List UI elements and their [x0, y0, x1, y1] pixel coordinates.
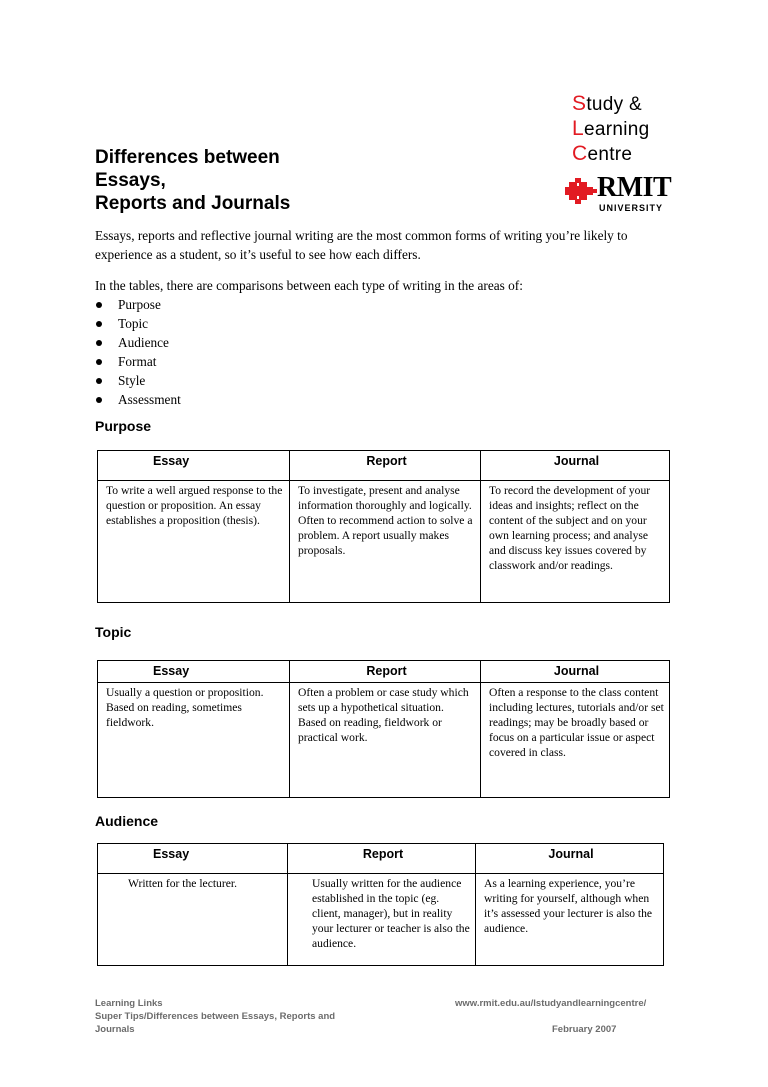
rmit-university: UNIVERSITY — [599, 203, 664, 213]
table-header-row — [98, 451, 670, 481]
audience-table — [97, 843, 664, 966]
logo-line-centre: Centre — [572, 142, 633, 165]
topic-report-cell: Often a problem or case study which sets up a hypothetical situation. Based on reading, fieldwork or practical work. — [290, 683, 481, 798]
audience-journal-cell: As a learning experience, you’re writing for yourself, although when it’s assessed your lecturer is also the audience. — [476, 874, 664, 966]
col-header-report: Report — [290, 661, 481, 683]
col-header-journal: Journal — [481, 451, 670, 481]
list-item: Assessment — [95, 390, 181, 409]
bullet-icon — [96, 378, 102, 384]
footer-url[interactable]: www.rmit.edu.au/lstudyandlearningcentre/ — [455, 998, 647, 1009]
footer-left — [95, 997, 395, 1036]
audience-heading: Audience — [95, 813, 159, 829]
purpose-report-cell: To investigate, present and analyse information thoroughly and logically. Often to recommend action to solve a problem. A report usually makes proposals. — [290, 481, 481, 603]
col-header-essay: Essay — [98, 451, 290, 481]
list-item: Audience — [95, 333, 181, 352]
col-header-journal: Journal — [481, 661, 670, 683]
list-item: Style — [95, 371, 181, 390]
bullet-icon — [96, 302, 102, 308]
rmit-pixel-icon — [565, 178, 597, 204]
col-header-report: Report — [288, 844, 476, 874]
bullet-icon — [96, 359, 102, 365]
purpose-heading: Purpose — [95, 418, 152, 434]
topic-essay-cell: Usually a question or proposition. Based on reading, sometimes fieldwork. — [98, 683, 290, 798]
bullet-icon — [96, 321, 102, 327]
audience-essay-cell: Written for the lecturer. — [98, 874, 288, 966]
purpose-essay-cell: To write a well argued response to the question or proposition. An essay establishes a proposition (thesis). — [98, 481, 290, 603]
purpose-table — [97, 450, 670, 603]
list-item: Format — [95, 352, 181, 371]
table-header-row — [98, 661, 670, 683]
footer-path: Super Tips/Differences between Essays, Reports and — [95, 1011, 336, 1022]
slc-rmit-logo — [565, 92, 680, 217]
col-header-journal: Journal — [476, 844, 664, 874]
logo-line-learning: Learning — [572, 117, 650, 140]
purpose-journal-cell: To record the development of your ideas and insights; reflect on the content of the subject and on your own learning process; and analyse and discuss key issues covered by classwork and/or readings. — [481, 481, 670, 603]
list-item: Purpose — [95, 295, 181, 314]
table-row — [98, 683, 670, 798]
table-row — [98, 874, 664, 966]
intro-paragraph: Essays, reports and reflective journal writing are the most common forms of writing you’re likely to experience as a student, so it’s useful to see how each differs. — [95, 228, 628, 262]
col-header-essay: Essay — [98, 661, 290, 683]
list-item: Topic — [95, 314, 181, 333]
table-row — [98, 481, 670, 603]
audience-report-cell: Usually written for the audience established in the topic (eg. client, manager), but in reality your lecturer or teacher is also the audience. — [288, 874, 476, 966]
col-header-report: Report — [290, 451, 481, 481]
footer-path-cont: Journals — [95, 1024, 135, 1035]
topic-heading: Topic — [95, 624, 132, 640]
footer-date: February 2007 — [552, 1024, 617, 1035]
table-header-row — [98, 844, 664, 874]
page-title: Differences between Essays, Reports and Journals — [95, 147, 291, 214]
topic-journal-cell: Often a response to the class content including lectures, tutorials and/or set readings; may be broadly based or focus on a particular issue or aspect covered in class. — [481, 683, 670, 798]
rmit-logo — [565, 172, 680, 213]
rmit-wordmark: RMIT — [597, 172, 672, 203]
col-header-essay: Essay — [98, 844, 288, 874]
bullet-icon — [96, 340, 102, 346]
lead-paragraph: In the tables, there are comparisons between each type of writing in the areas of: — [95, 278, 523, 293]
areas-list — [95, 295, 181, 409]
logo-line-study: Study & — [572, 92, 642, 115]
footer-learning-links: Learning Links — [95, 998, 163, 1009]
bullet-icon — [96, 397, 102, 403]
topic-table — [97, 660, 670, 798]
